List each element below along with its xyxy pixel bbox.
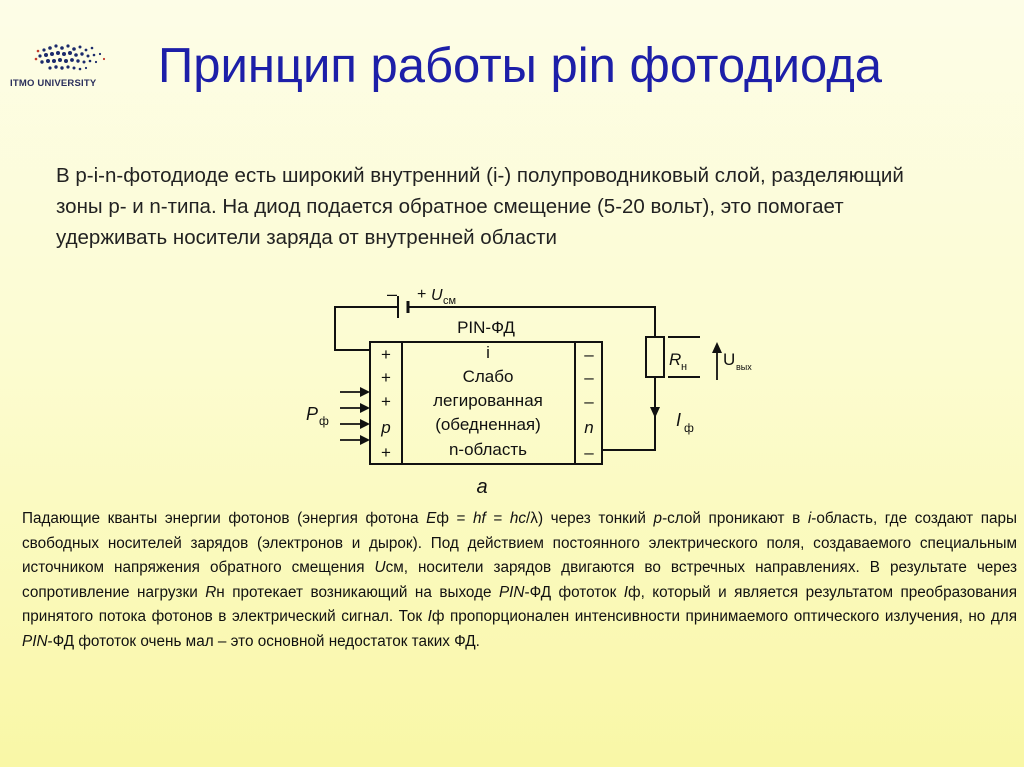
body-text-italic: R — [205, 583, 217, 601]
body-text-italic: U — [374, 559, 386, 576]
body-text-segment: -ФД фототок — [524, 583, 624, 601]
body-text-segment: = — [485, 510, 510, 527]
output-voltage-symbol: U — [723, 350, 736, 369]
circuit-wire-top-right — [408, 307, 655, 337]
body-text-italic: E — [426, 510, 437, 527]
load-resistor — [646, 337, 664, 377]
body-text-italic: hf — [473, 510, 486, 527]
body-text-segment: ф = — [436, 510, 474, 527]
circuit-wire — [335, 307, 398, 350]
output-voltage-arrowhead — [712, 342, 722, 353]
load-resistor-symbol: R — [669, 350, 682, 369]
body-paragraph — [22, 507, 1017, 654]
i-region-line1: Слабо — [462, 367, 514, 386]
p-sign: + — [381, 368, 391, 387]
body-text-italic: i — [807, 510, 812, 527]
body-text-segment: н протекает возникающий на выходе — [216, 583, 499, 601]
n-region-label: n — [584, 418, 594, 437]
photocurrent-subscript: ф — [684, 421, 694, 435]
body-text-italic: I — [623, 583, 629, 601]
n-sign: – — [584, 392, 594, 411]
pin-photodiode-circuit-diagram — [290, 280, 760, 500]
body-text-segment: см, носители зарядов двигаются во встречных направлениях. В результате через сопротивление нагрузки — [22, 559, 1018, 601]
bias-plus-label: + — [417, 286, 427, 303]
p-sign: + — [381, 443, 391, 462]
itmo-logo — [10, 40, 120, 96]
p-sign: + — [381, 392, 391, 411]
load-resistor-subscript: н — [681, 361, 688, 373]
body-text-italic: p — [653, 510, 663, 527]
photon-flux-symbol: P — [306, 404, 319, 424]
body-text-segment: ф пропорционален интенсивности принимаемого оптического излучения, но для — [431, 608, 1017, 625]
bias-minus-label: – — [387, 284, 398, 304]
photon-flux-subscript: ф — [319, 414, 329, 428]
body-text-segment: ф, который и является результатом преобразования принятого потока фотонов в электрический сигнал. Ток — [22, 583, 1018, 625]
bias-subscript: см — [443, 295, 457, 307]
intro-paragraph: В p-i-n-фотодиоде есть широкий внутренний (i-) полупроводниковый слой, разделяющий зоны p- и n-типа. На диод подается обратное смещение (5-20 вольт), это помогает удерживать носители заряда от внутренней области — [56, 164, 904, 249]
body-text-segment: -слой проникают в — [662, 510, 808, 527]
photocurrent-symbol: I — [676, 410, 682, 430]
i-region-line2: легированная — [433, 391, 543, 410]
logo-dots-icon — [30, 40, 110, 76]
current-arrow-icon — [650, 407, 660, 418]
output-voltage-subscript: вых — [736, 362, 752, 372]
bias-symbol: U — [431, 287, 443, 304]
device-label: PIN-ФД — [457, 318, 515, 337]
n-sign: – — [584, 443, 594, 462]
n-sign: – — [584, 368, 594, 387]
body-text-italic: hc — [509, 510, 527, 527]
body-text-segment: -ФД фототок очень мал – это основной недостаток таких ФД. — [47, 632, 480, 650]
logo-text: ITMO UNIVERSITY — [10, 78, 97, 89]
body-text-segment: -область, где создают пары свободных носителей зарядов (электронов и дырок). Под действием постоянного электрического поля, создаваемого специальным источником напряжения обратного смещения — [22, 510, 1017, 576]
body-text-italic: PIN — [498, 583, 525, 601]
page-title: Принцип работы pin фотодиода — [158, 39, 883, 93]
i-region-line4: n-область — [448, 440, 528, 459]
body-text-italic: I — [427, 608, 432, 625]
body-text-segment: /λ) через тонкий — [526, 510, 654, 527]
i-region-line3: (обедненная) — [435, 415, 541, 434]
body-text-italic: PIN — [22, 632, 48, 650]
diagram-caption: a — [476, 476, 488, 498]
p-region-label: p — [381, 418, 391, 437]
p-sign: + — [381, 345, 391, 364]
n-sign: – — [584, 345, 594, 364]
photon-arrows — [340, 392, 363, 440]
resistor-wire — [602, 377, 655, 450]
body-text-segment: Падающие кванты энергии фотонов (энергия фотона — [22, 510, 427, 527]
i-region-label: i — [486, 343, 490, 362]
